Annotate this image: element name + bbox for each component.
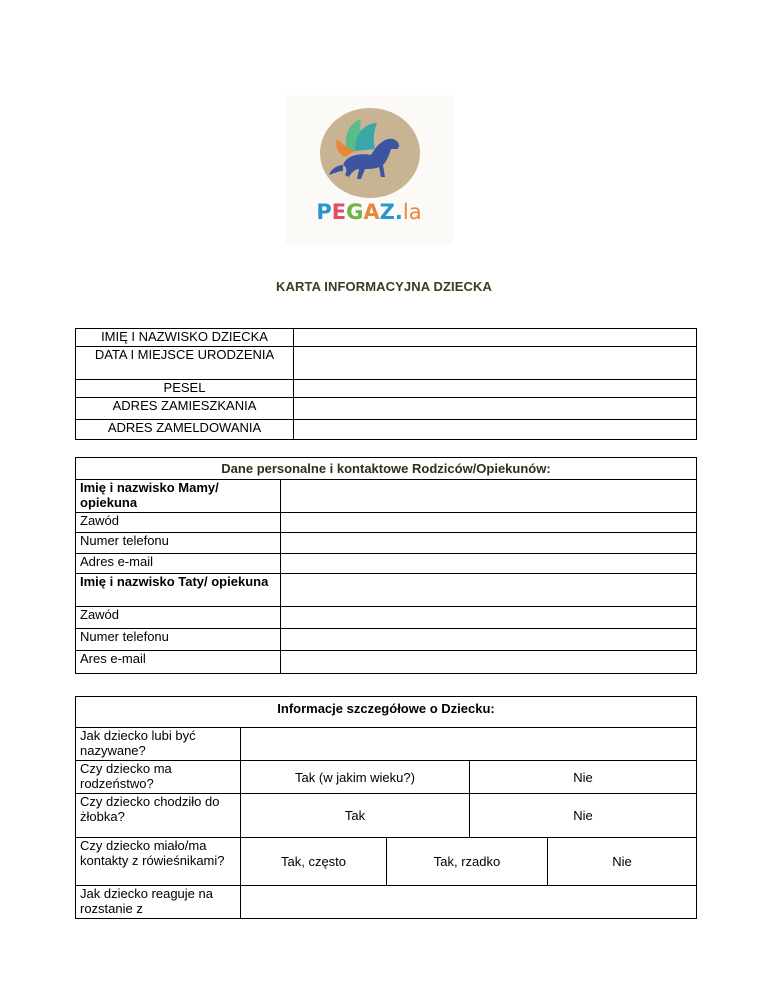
peers-rarely-option[interactable]: Tak, rzadko	[387, 838, 548, 886]
parents-heading: Dane personalne i kontaktowe Rodziców/Opiekunów:	[76, 458, 697, 480]
separation-question: Jak dziecko reaguje na rozstanie z	[76, 886, 241, 919]
document-title: KARTA INFORMACYJNA DZIECKA	[276, 279, 492, 294]
registered-address-label: ADRES ZAMELDOWANIA	[76, 420, 294, 440]
father-job-field[interactable]	[281, 607, 697, 629]
peers-question: Czy dziecko miało/ma kontakty z rówieśnikami?	[76, 838, 241, 886]
mother-name-field[interactable]	[281, 480, 697, 513]
mother-phone-label: Numer telefonu	[76, 533, 281, 554]
birth-date-place-field[interactable]	[294, 347, 697, 380]
residence-address-field[interactable]	[294, 398, 697, 420]
father-name-label: Imię i nazwisko Taty/ opiekuna	[76, 574, 281, 607]
mother-phone-field[interactable]	[281, 533, 697, 554]
registered-address-field[interactable]	[294, 420, 697, 440]
child-details-table	[75, 696, 697, 919]
logo-circle	[320, 108, 420, 198]
pesel-label: PESEL	[76, 380, 294, 398]
parents-table	[75, 457, 697, 674]
father-phone-field[interactable]	[281, 629, 697, 651]
logo-wordmark: PEGAZ.la	[316, 200, 422, 224]
father-email-label: Ares e-mail	[76, 651, 281, 674]
father-name-field[interactable]	[281, 574, 697, 607]
peers-no-option[interactable]: Nie	[548, 838, 697, 886]
pegasus-logo-graphic	[285, 95, 453, 245]
child-info-table	[75, 328, 697, 440]
nickname-question: Jak dziecko lubi być nazywane?	[76, 728, 241, 761]
pegaz-logo	[285, 95, 453, 245]
nursery-yes-option[interactable]: Tak	[241, 794, 470, 838]
residence-address-label: ADRES ZAMIESZKANIA	[76, 398, 294, 420]
mother-email-field[interactable]	[281, 554, 697, 574]
mother-email-label: Adres e-mail	[76, 554, 281, 574]
siblings-yes-option[interactable]: Tak (w jakim wieku?)	[241, 761, 470, 794]
nickname-field[interactable]	[241, 728, 697, 761]
separation-field[interactable]	[241, 886, 697, 919]
siblings-no-option[interactable]: Nie	[470, 761, 697, 794]
mother-job-label: Zawód	[76, 513, 281, 533]
siblings-question: Czy dziecko ma rodzeństwo?	[76, 761, 241, 794]
father-job-label: Zawód	[76, 607, 281, 629]
pesel-field[interactable]	[294, 380, 697, 398]
nursery-no-option[interactable]: Nie	[470, 794, 697, 838]
birth-date-place-label: DATA I MIEJSCE URODZENIA	[76, 347, 294, 380]
mother-name-label: Imię i nazwisko Mamy/ opiekuna	[76, 480, 281, 513]
child-name-field[interactable]	[294, 329, 697, 347]
nursery-question: Czy dziecko chodziło do żłobka?	[76, 794, 241, 838]
peers-often-option[interactable]: Tak, często	[241, 838, 387, 886]
mother-job-field[interactable]	[281, 513, 697, 533]
child-name-label: IMIĘ I NAZWISKO DZIECKA	[76, 329, 294, 347]
father-phone-label: Numer telefonu	[76, 629, 281, 651]
father-email-field[interactable]	[281, 651, 697, 674]
details-heading: Informacje szczegółowe o Dziecku:	[76, 697, 697, 728]
